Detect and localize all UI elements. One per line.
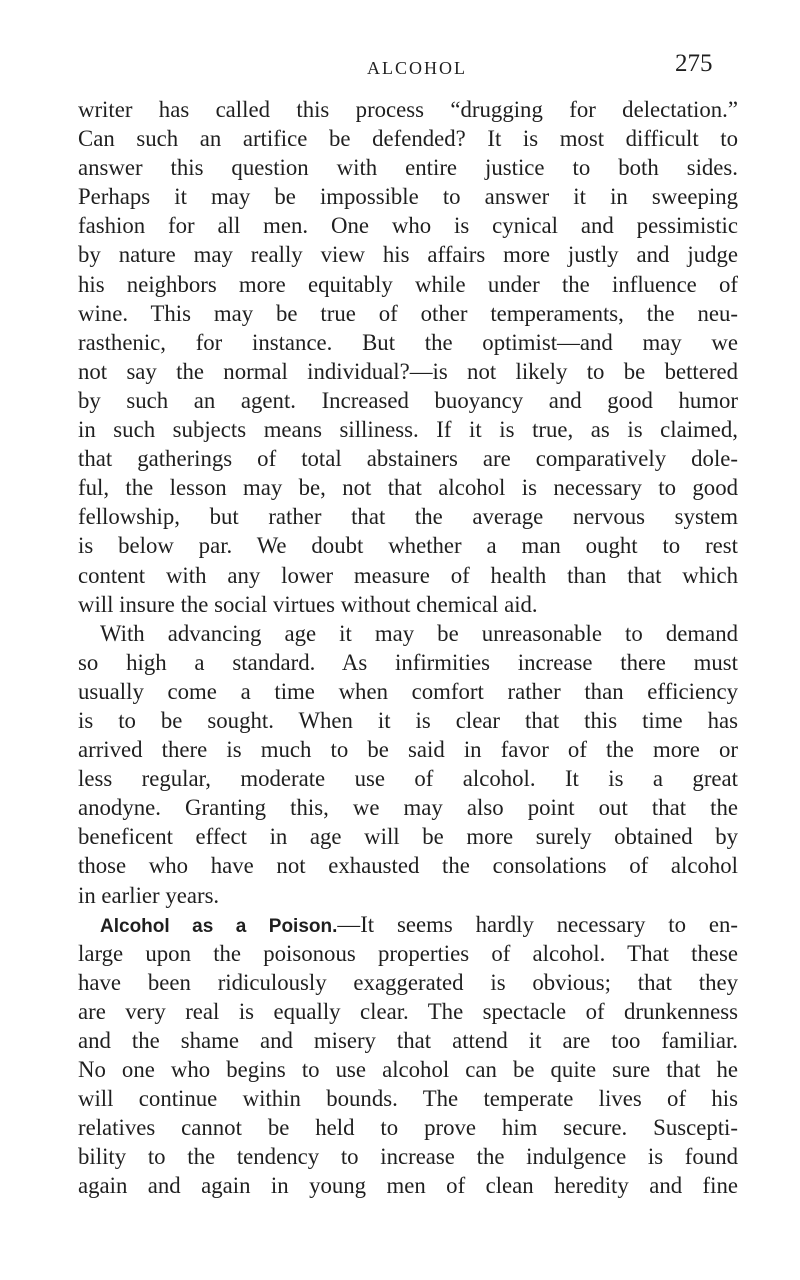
text-line: ful, the lesson may be, not that alcohol is necessary to good [78, 475, 738, 501]
text-line: large upon the poisonous properties of alcohol. That these [78, 940, 738, 966]
text-line: usually come a time when comfort rather than efficiency [78, 678, 738, 704]
text-line: is to be sought. When it is clear that this time has [78, 707, 738, 733]
text-line: bility to the tendency to increase the indulgence is found [78, 1144, 738, 1170]
text-line: No one who begins to use alcohol can be quite sure that he [78, 1057, 738, 1083]
text-line: Perhaps it may be impossible to answer it in sweeping [78, 184, 738, 210]
text-line: Can such an artifice be defended? It is most difficult to [78, 126, 738, 152]
text-line: less regular, moderate use of alcohol. It is a great [78, 766, 738, 792]
text-line: writer has called this process “drugging for delectation.” [78, 97, 738, 122]
section-heading: Alcohol as a Poison. [100, 915, 338, 937]
text-line: have been ridiculously exaggerated is obvious; that they [78, 969, 738, 995]
text-line: is below par. We doubt whether a man ought to rest [78, 533, 738, 559]
text-line: fashion for all men. One who is cynical and pessimistic [78, 213, 738, 239]
text-line: fellowship, but rather that the average nervous system [78, 504, 738, 530]
text-line: those who have not exhausted the consolations of alcohol [78, 853, 738, 879]
text-line: content with any lower measure of health than that which [78, 562, 738, 588]
text-line: again and again in young men of clean heredity and fine [78, 1173, 738, 1199]
text-line: anodyne. Granting this, we may also point out that the [78, 795, 738, 821]
text-line: by nature may really view his affairs more justly and judge [78, 242, 738, 268]
text-line: by such an agent. Increased buoyancy and good humor [78, 387, 738, 413]
text-line: rasthenic, for instance. But the optimist—and may we [78, 329, 738, 355]
page-number: 275 [675, 50, 713, 77]
text-line: his neighbors more equitably while under the influence of [78, 271, 738, 297]
section-start-line [78, 910, 738, 939]
text-line: answer this question with entire justice to both sides. [78, 155, 738, 181]
text-line: are very real is equally clear. The spectacle of drunkenness [78, 998, 738, 1024]
text-line: beneficent effect in age will be more surely obtained by [78, 824, 738, 850]
paragraph-end-line: in earlier years. [78, 882, 220, 908]
paragraph-start-line: With advancing age it may be unreasonable to demand [100, 620, 738, 646]
text-line: so high a standard. As infirmities increase there must [78, 649, 738, 675]
text-line: wine. This may be true of other temperaments, the neu- [78, 300, 738, 326]
text-line: and the shame and misery that attend it are too familiar. [78, 1028, 738, 1053]
text-line: in such subjects means silliness. If it is true, as is claimed, [78, 417, 738, 443]
text-line: not say the normal individual?—is not likely to be bettered [78, 358, 738, 384]
body-text [78, 95, 738, 1201]
text-line: arrived there is much to be said in favor of the more or [78, 737, 738, 763]
text-line: relatives cannot be held to prove him secure. Suscepti- [78, 1115, 738, 1141]
running-head: ALCOHOL [367, 58, 467, 78]
text-line: that gatherings of total abstainers are comparatively dole- [78, 446, 738, 472]
text-line: will continue within bounds. The temperate lives of his [78, 1086, 738, 1112]
paragraph-end-line: will insure the social virtues without chemical aid. [78, 591, 538, 617]
page-header [0, 50, 800, 94]
section-start-text: —It seems hardly necessary to en- [337, 911, 738, 937]
